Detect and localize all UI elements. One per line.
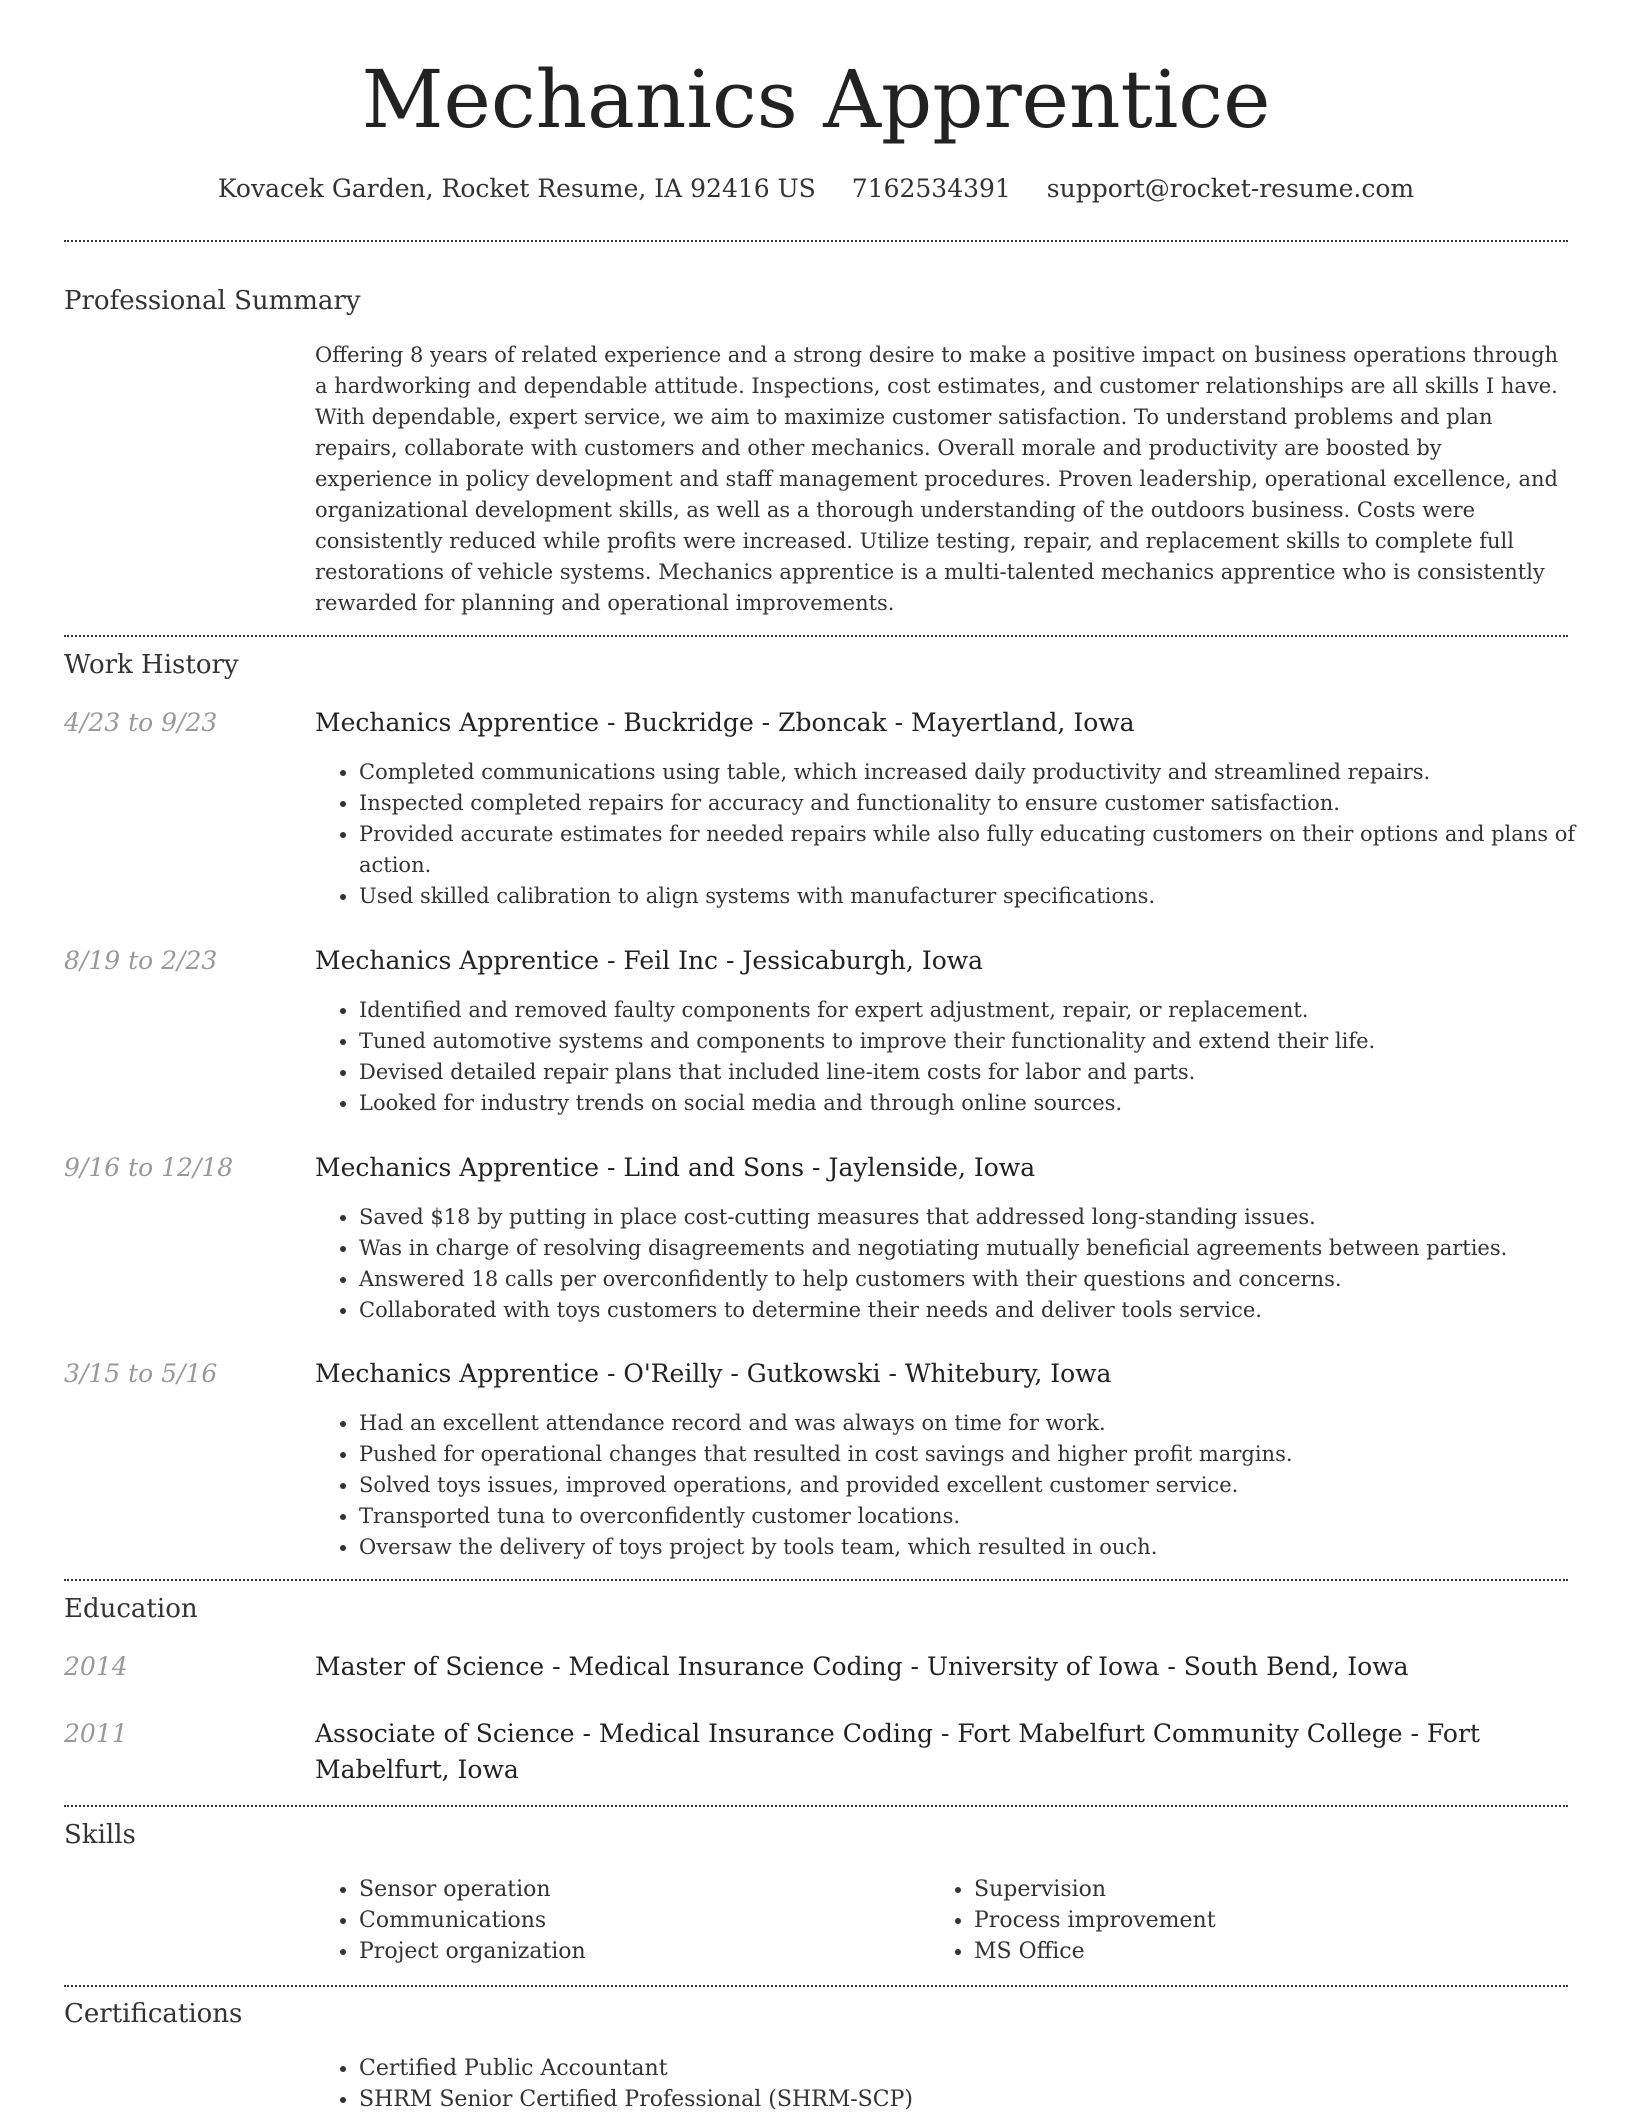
certifications-heading: Certifications: [64, 1999, 243, 2029]
job-bullets: [315, 995, 1609, 1119]
job-bullet: • Used skilled calibration to align systems with manufacturer specifications.: [359, 881, 1609, 912]
skill-item: • Sensor operation: [359, 1874, 919, 1905]
skills-list-right: [930, 1874, 1534, 1967]
section-divider: [64, 635, 1568, 637]
summary-heading: Professional Summary: [64, 286, 361, 316]
work-history-heading: Work History: [64, 650, 239, 680]
job-bullet: • Answered 18 calls per overconfidently to help customers with their questions and concerns.: [359, 1264, 1609, 1295]
skill-item: • Process improvement: [974, 1905, 1534, 1936]
skill-item: • Project organization: [359, 1936, 919, 1967]
skill-item: • MS Office: [974, 1936, 1534, 1967]
job-bullet: • Solved toys issues, improved operations, and provided excellent customer service.: [359, 1470, 1609, 1501]
contact-email: support@rocket-resume.com: [1046, 174, 1415, 203]
job-bullet: • Devised detailed repair plans that included line-item costs for labor and parts.: [359, 1057, 1609, 1088]
education-year: 2014: [64, 1652, 128, 1681]
job-bullet: • Looked for industry trends on social media and through online sources.: [359, 1088, 1609, 1119]
job-bullet: • Inspected completed repairs for accuracy and functionality to ensure customer satisfaction.: [359, 788, 1609, 819]
candidate-name: Mechanics Apprentice: [361, 53, 1271, 146]
skills-list-left: [315, 1874, 919, 1967]
section-divider: [64, 1579, 1568, 1581]
job-dates: 4/23 to 9/23: [64, 708, 218, 737]
job-dates: 3/15 to 5/16: [64, 1359, 218, 1388]
job-bullet: • Identified and removed faulty components for expert adjustment, repair, or replacement.: [359, 995, 1609, 1026]
certifications-list: [315, 2053, 1559, 2115]
job-title: Mechanics Apprentice - Feil Inc - Jessicaburgh, Iowa: [315, 946, 984, 975]
education-degree: Associate of Science - Medical Insurance Coding - Fort Mabelfurt Community College - Fort Mabelfurt, Iowa: [315, 1719, 1480, 1784]
contact-address: Kovacek Garden, Rocket Resume, IA 92416 US: [217, 174, 816, 203]
skill-item: • Supervision: [974, 1874, 1534, 1905]
job-bullet: • Provided accurate estimates for needed repairs while also fully educating customers on their options and plans of action.: [359, 819, 1609, 881]
job-bullet: • Completed communications using table, which increased daily productivity and streamlined repairs.: [359, 757, 1609, 788]
job-bullet: • Saved $18 by putting in place cost-cutting measures that addressed long-standing issues.: [359, 1202, 1609, 1233]
job-title: Mechanics Apprentice - Buckridge - Zboncak - Mayertland, Iowa: [315, 708, 1135, 737]
education-year: 2011: [64, 1719, 128, 1748]
job-bullets: [315, 1202, 1609, 1326]
section-divider: [64, 240, 1568, 242]
job-bullets: [315, 1408, 1609, 1563]
section-divider: [64, 1985, 1568, 1987]
skill-item: • Communications: [359, 1905, 919, 1936]
job-bullets: [315, 757, 1609, 912]
education-heading: Education: [64, 1594, 198, 1624]
job-bullet: • Tuned automotive systems and components to improve their functionality and extend their life.: [359, 1026, 1609, 1057]
job-bullet: • Transported tuna to overconfidently customer locations.: [359, 1501, 1609, 1532]
job-bullet: • Was in charge of resolving disagreements and negotiating mutually beneficial agreements between parties.: [359, 1233, 1609, 1264]
job-dates: 8/19 to 2/23: [64, 946, 218, 975]
contact-line: [0, 172, 1632, 206]
certification-item: • SHRM Senior Certified Professional (SHRM-SCP): [359, 2084, 1559, 2115]
job-bullet: • Had an excellent attendance record and was always on time for work.: [359, 1408, 1609, 1439]
job-bullet: • Oversaw the delivery of toys project by tools team, which resulted in ouch.: [359, 1532, 1609, 1563]
job-bullet: • Pushed for operational changes that resulted in cost savings and higher profit margins.: [359, 1439, 1609, 1470]
skills-heading: Skills: [64, 1820, 136, 1850]
section-divider: [64, 1805, 1568, 1807]
job-bullet: • Collaborated with toys customers to determine their needs and deliver tools service.: [359, 1295, 1609, 1326]
job-title: Mechanics Apprentice - Lind and Sons - Jaylenside, Iowa: [315, 1153, 1036, 1182]
summary-text: Offering 8 years of related experience and a strong desire to make a positive impact on business operations through a hardworking and dependable attitude. Inspections, cost estimates, and customer relationships are all skills I have. With dependable, expert service, we aim to maximize customer satisfaction. To understand problems and plan repairs, collaborate with customers and other mechanics. Overall morale and productivity are boosted by experience in policy development and staff management procedures. Proven leadership, operational excellence, and organizational development skills, as well as a thorough understanding of the outdoors business. Costs were consistently reduced while profits were increased. Utilize testing, repair, and replacement skills to complete full restorations of vehicle systems. Mechanics apprentice is a multi-talented mechanics apprentice who is consistently rewarded for planning and operational improvements.: [315, 343, 1559, 615]
education-degree: Master of Science - Medical Insurance Coding - University of Iowa - South Bend, Iowa: [315, 1652, 1409, 1681]
job-title: Mechanics Apprentice - O'Reilly - Gutkowski - Whitebury, Iowa: [315, 1359, 1112, 1388]
job-dates: 9/16 to 12/18: [64, 1153, 234, 1182]
contact-phone: 7162534391: [851, 174, 1011, 203]
certification-item: • Certified Public Accountant: [359, 2053, 1559, 2084]
